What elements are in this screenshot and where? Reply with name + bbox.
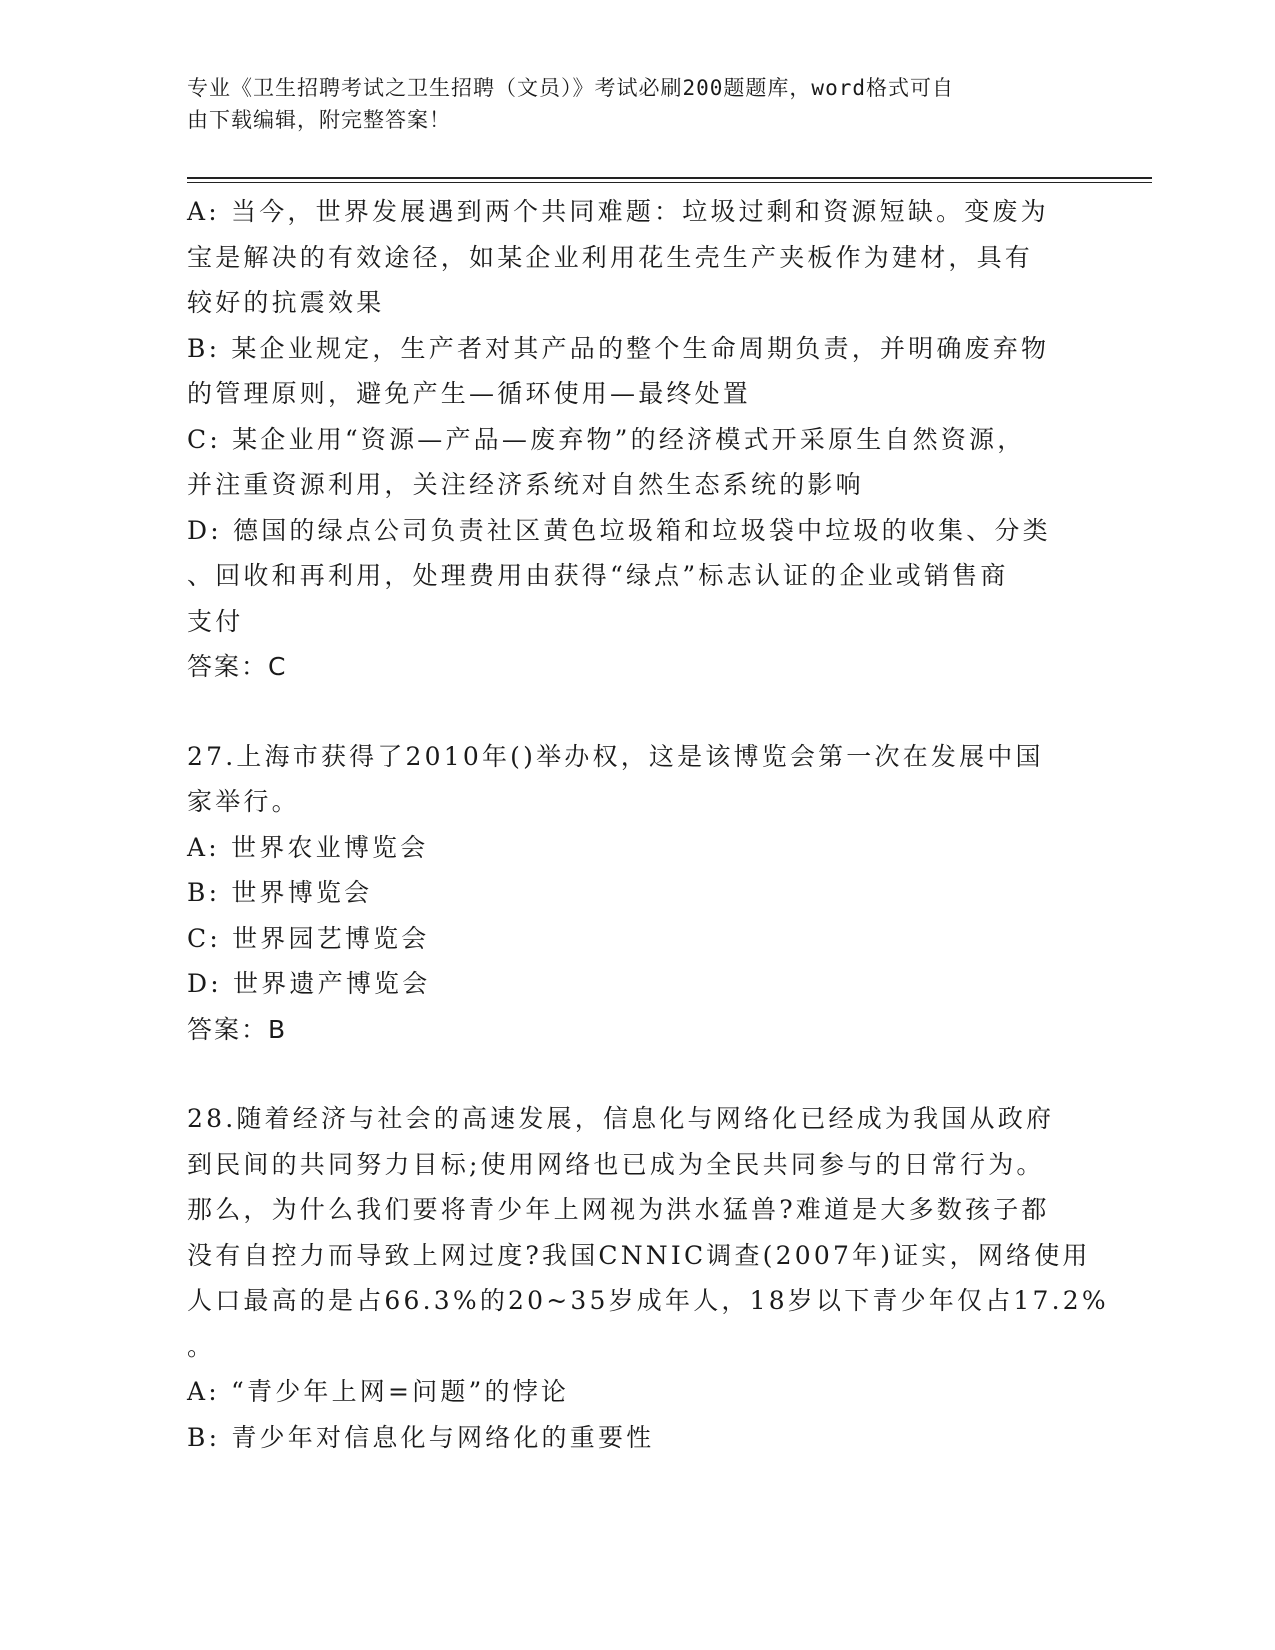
q28-stem	[187, 1096, 1109, 1369]
question-26	[187, 189, 1087, 690]
q28-stem-line: 人口最高的是占66.3%的20~35岁成年人，18岁以下青少年仅占17.2%	[187, 1286, 1109, 1315]
header-line-2: 由下载编辑，附完整答案！	[187, 108, 451, 132]
q26-option-b-line: 的管理原则，避免产生—循环使用—最终处置	[187, 379, 752, 408]
q28-option-a: A: “青少年上网=问题”的悖论	[187, 1377, 570, 1406]
q27-option-d: D: 世界遗产博览会	[187, 969, 431, 998]
header-divider-thick	[187, 177, 1152, 179]
q26-answer: 答案：C	[187, 652, 288, 681]
q26-option-a	[187, 189, 1087, 326]
question-content	[187, 189, 1109, 1460]
page-header	[187, 72, 1067, 136]
q27-answer: 答案：B	[187, 1014, 288, 1044]
q27-option-b: B: 世界博览会	[187, 878, 373, 907]
q28-stem-line: 28.随着经济与社会的高速发展，信息化与网络化已经成为我国从政府	[187, 1104, 1055, 1133]
q26-option-b	[187, 326, 1087, 417]
q28-stem-line: 没有自控力而导致上网过度?我国CNNIC调查(2007年)证实，网络使用	[187, 1240, 1091, 1270]
q28-stem-line: 那么，为什么我们要将青少年上网视为洪水猛兽?难道是大多数孩子都	[187, 1195, 1050, 1224]
question-27	[187, 734, 1087, 1053]
q26-option-d-line: 、回收和再利用，处理费用由获得“绿点”标志认证的企业或销售商	[187, 561, 1009, 590]
spacer	[187, 690, 1087, 734]
q26-option-d	[187, 508, 1087, 645]
q26-option-c	[187, 417, 1087, 508]
q26-option-a-line: A: 当今，世界发展遇到两个共同难题：垃圾过剩和资源短缺。变废为	[187, 197, 1049, 226]
question-28	[187, 1096, 1109, 1460]
q28-option-b: B: 青少年对信息化与网络化的重要性	[187, 1422, 655, 1452]
q26-option-a-line: 宝是解决的有效途径，如某企业利用花生壳生产夹板作为建材，具有	[187, 242, 1034, 272]
header-line-1: 专业《卫生招聘考试之卫生招聘（文员）》考试必刷200题题库，word格式可自	[187, 76, 954, 100]
q27-option-a: A: 世界农业博览会	[187, 832, 429, 862]
q26-option-d-line: D: 德国的绿点公司负责社区黄色垃圾箱和垃圾袋中垃圾的收集、分类	[187, 515, 1051, 545]
q27-stem	[187, 734, 1087, 825]
q26-option-b-line: B: 某企业规定，生产者对其产品的整个生命周期负责，并明确废弃物	[187, 333, 1050, 363]
q26-option-a-line: 较好的抗震效果	[187, 288, 385, 317]
spacer	[187, 1052, 1087, 1096]
q28-stem-line: 。	[187, 1331, 216, 1361]
header-divider-thin	[187, 182, 1152, 183]
q27-option-c: C: 世界园艺博览会	[187, 923, 430, 953]
q26-option-c-line: C: 某企业用“资源—产品—废弃物”的经济模式开采原生自然资源，	[187, 424, 1026, 454]
q27-stem-line: 27.上海市获得了2010年()举办权，这是该博览会第一次在发展中国	[187, 741, 1044, 771]
q26-option-d-line: 支付	[187, 606, 244, 636]
q27-stem-line: 家举行。	[187, 787, 300, 816]
q28-stem-line: 到民间的共同努力目标;使用网络也已成为全民共同参与的日常行为。	[187, 1149, 1045, 1179]
q26-option-c-line: 并注重资源利用，关注经济系统对自然生态系统的影响	[187, 470, 864, 499]
